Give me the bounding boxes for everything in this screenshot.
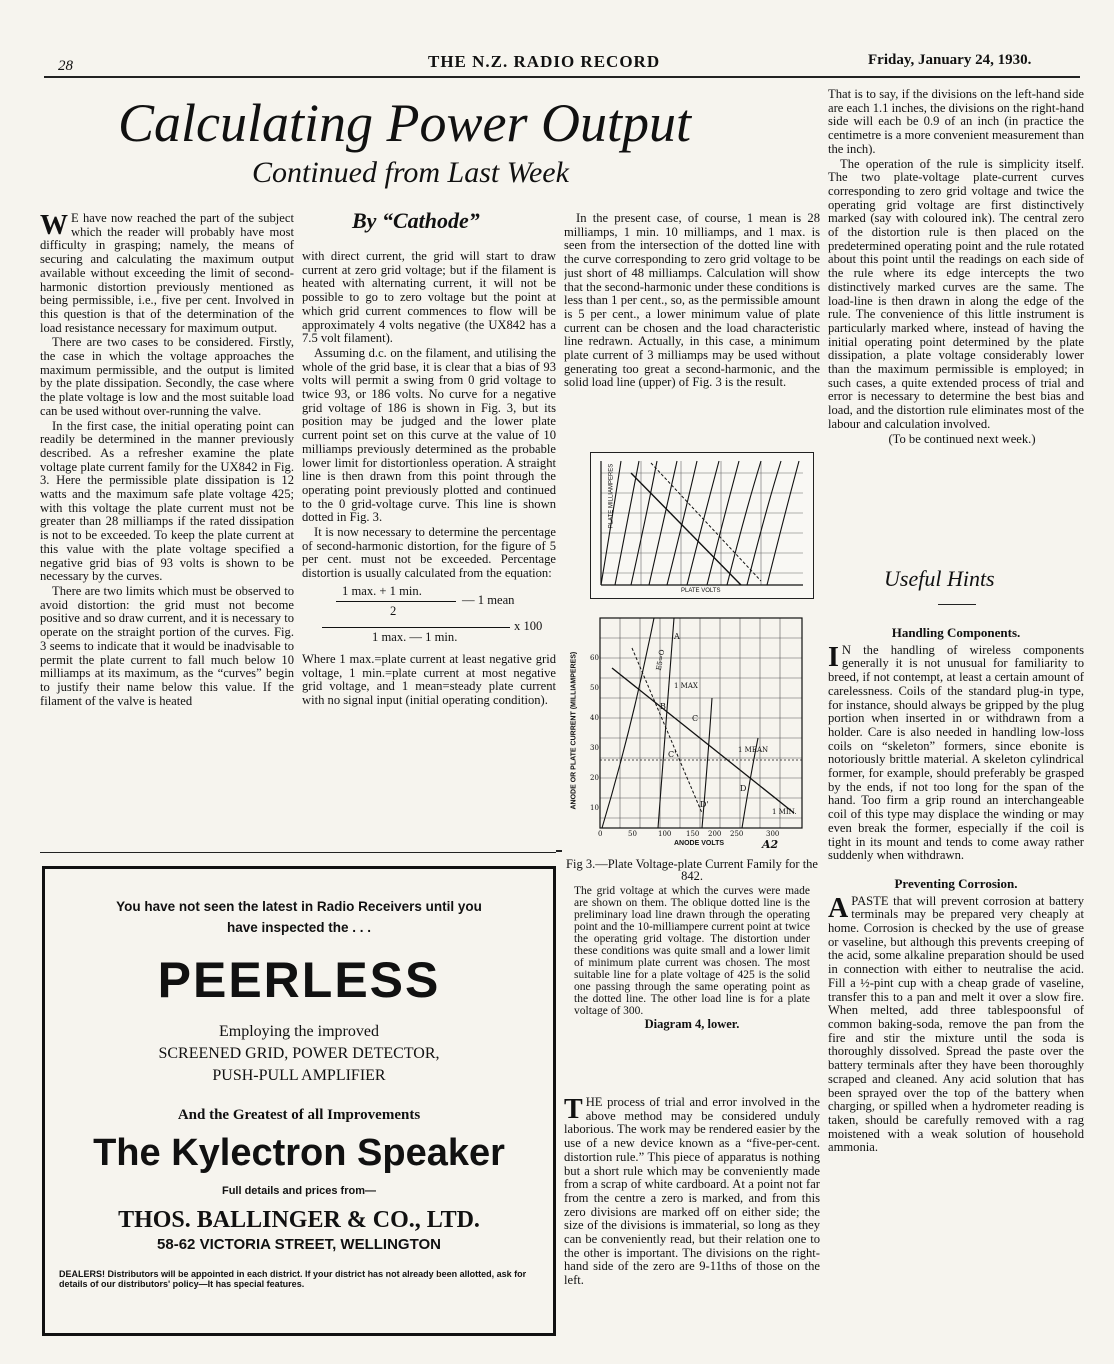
label-1-mean: 1 MEAN xyxy=(738,746,769,754)
point-label-c: C xyxy=(692,714,699,723)
y-tick-40: 40 xyxy=(590,714,599,722)
masthead-rule xyxy=(44,76,1080,78)
advert-top-rule xyxy=(40,852,556,853)
point-label-a: A xyxy=(674,632,680,641)
article-column-3-bottom: THE process of trial and error involved in the above method may be considered unduly laborious. The work may be rendered easier by the use of a new device known as a “five-per-cent. distortion rule.” This piece of apparatus is nothing but a short rule which may be conveniently made from a scrap of white cardboard. At a point not far from the centre a zero is marked, and from this zero divisions are marked off on either side; the size of the divisions is immaterial, so long as they can be conveniently read, but their relation one to the other is important. The divisions on the right-hand side of the zero are 9-11ths of those on the left. xyxy=(564,1096,820,1288)
x-tick-200: 200 xyxy=(708,830,722,838)
ad-details: Full details and prices from— xyxy=(221,1185,377,1197)
ad-features-1: SCREENED GRID, POWER DETECTOR, xyxy=(158,1045,440,1062)
chart-bottom-x-label: ANODE VOLTS xyxy=(674,840,725,847)
y-tick-50: 50 xyxy=(590,684,599,692)
figure-caption: Fig 3.—Plate Voltage-plate Current Family for the 842. xyxy=(566,857,818,883)
point-label-b: B xyxy=(660,702,666,711)
figure-caption-block xyxy=(564,858,820,1030)
figure-3-curves xyxy=(590,452,814,599)
curve-label-e5: E5=O xyxy=(654,648,667,672)
ad-greatest: And the Greatest of all Improvements xyxy=(177,1107,421,1123)
byline: By “Cathode” xyxy=(352,208,480,233)
article-column-3-top: In the present case, of course, 1 mean is 28 milliamps, 1 min. 10 milliamps, and 1 max. is seen from the intersection of the dotted line with the curve corresponding to zero grid voltage to be just short of 48 milliamps. Calculation will show that the second-harmonic under these conditions is less than 1 per cent., so, as the permissible amount is 5 per cent., a lower minimum value of plate current can be chosen and the load characteristic line redrawn. Actually, in this case, a minimum plate current of 3 milliamps may be used without generating too great a second-harmonic, and the solid load line (upper) of Fig. 3 is the result. xyxy=(564,212,820,390)
distortion-formula: 1 max. + 1 min. — 1 mean 2 x 100 1 max. — 1 min. xyxy=(302,585,556,649)
figure-description: The grid voltage at which the curves were made are shown on them. The oblique dotted line is the preliminary load line drawn through the operating point and the 10-milliampere current point at twice the operating grid voltage. The distortion under these conditions was quite small and a lower limit of minimum plate current was chosen. The most suitable line for a plate voltage of 425 is the solid one passing through the same operating point as the dotted line. The other load line is for a plate voltage of 300. xyxy=(574,885,810,1017)
diagram-4 xyxy=(562,608,820,853)
x-tick-300: 300 xyxy=(766,830,780,838)
chart-bottom-y-label: ANODE OR PLATE CURRENT (MILLIAMPERES) xyxy=(570,651,578,810)
article-title: Calculating Power Output xyxy=(118,93,691,153)
peerless-advert xyxy=(42,866,556,1336)
article-subtitle: Continued from Last Week xyxy=(252,156,569,189)
load-line-chart xyxy=(562,608,820,853)
y-tick-20: 20 xyxy=(590,774,599,782)
chart-top-y-label: PLATE MILLIAMPERES xyxy=(608,463,615,529)
ad-address: 58-62 VICTORIA STREET, WELLINGTON xyxy=(157,1236,441,1253)
hints-title: Useful Hints xyxy=(884,566,995,591)
y-tick-10: 10 xyxy=(590,804,599,812)
plate-curves-chart xyxy=(591,453,813,598)
section-preventing-corrosion: Preventing Corrosion. xyxy=(894,875,1018,891)
hints-column: Handling Components. I N the handling of wireless components generally it is not unusual for familiarity to breed, if not contempt, at least a certain amount of carelessness. Coils of the standard plug-in type, for instance, should always be gripped by the plug portion when inserted in or withdrawn from a holder. Care is also needed in handling low-loss coils on “skeleton” formers, since ebonite is notoriously brittle material. A skeleton cylindrical former, for example, should preferably be grasped by the ends, if not too long for the span of the hand. Too firm a grip round an interchangeable coil of this type may displace the winding or may even break the former, especially if the coil is tight in its mount and tends to come away rather suddenly when withdrawn. Preventing Corrosion. APASTE that will prevent corrosion at battery terminals may be prepared very cheaply at home. Corrosion is checked by the use of grease or vaseline, but although this prevents creeping of the acid, some alkaline preparation should be used in connection with either to neutralise the acid. Fill a ½-pint cup with a cheap grade of vaseline, transfer this to a pan and melt it over a slow fire. When melted, add three tablespoonsful of common baking-soda, remove the pan from the fire and stir the mixture until the soda is thoroughly dissolved. Spread the paste over the battery terminals after they have been thoroughly scraped and cleaned. Any acid solution that has been sprayed over the top of the battery when charging, or spilled when a hydrometer reading is taken, should be carefully removed with a rag moistened with a weak solution of household ammonia. xyxy=(828,625,1084,1155)
ad-speaker: The Kylectron Speaker xyxy=(93,1132,505,1174)
ad-dealers-note: DEALERS! Distributors will be appointed in each district. If your district has not already been allotted, ask for details of our distributors' policy—It has special features. xyxy=(59,1269,527,1289)
page-number: 28 xyxy=(58,58,73,74)
drop-cap-t: T xyxy=(564,1096,583,1125)
ad-features-2: PUSH-PULL AMPLIFIER xyxy=(212,1067,386,1084)
article-column-4: That is to say, if the divisions on the left-hand side are each 1.1 inches, the divisions on the right-hand side will each be 0.9 of an inch (in practice the centimetre is a more convenient measurement than the inch). The operation of the rule is simplicity itself. The two plate-voltage plate-current curves corresponding to zero grid voltage and twice the operating grid voltage are first distinctively marked (say with coloured ink). The central zero of the distortion rule is then placed on the predetermined operating point and the rule rotated about this point until the readings on each side of the rule where its edge intercepts the two distinctively marked curves are the same. The load-line is then drawn in along the edge of the rule. The convenience of this little instrument is particularly marked where, instead of having the initial operating point determined by the plate dissipation, a plate voltage considerably lower than the maximum permissible is employed; in such cases, a quite extended process of trial and error is necessary to determine the best bias and load, and the distortion rule eliminates most of the labour and calculation involved. (To be continued next week.) xyxy=(828,88,1084,446)
y-tick-60: 60 xyxy=(590,654,599,662)
drop-cap: W xyxy=(40,212,68,241)
ad-employing: Employing the improved xyxy=(219,1023,379,1040)
drop-cap-i: I xyxy=(828,641,839,673)
x-tick-0: 0 xyxy=(598,830,603,838)
point-label-d: D xyxy=(740,784,747,793)
article-column-1: W E have now reached the part of the subject which the reader will probably have most difficulty in grasping; namely, the means of securing and calculating the maximum output available without exceeding the limit of second-harmonic distortion previously mentioned as being permissible, i.e., five per cent. Involved in this question is that of the determination of the load resistance necessary for maximum output. There are two cases to be considered. Firstly, the case in which the voltage approaches the maximum permissible, and the output is limited by the plate dissipation. Secondly, the case where the plate voltage is low and the most suitable load can be used without over-running the valve. In the first case, the initial operating point can readily be determined in the manner previously described. As a refresher examine the plate voltage plate current family for the UX842 in Fig. 3. Here the permissible plate dissipation is 12 watts and the maximum safe plate voltage 425; with this voltage the plate current must not be greater than 28 milliamps if the rated dissipation is not to be exceeded. To keep the plate current at this value with the plate voltage specified a negative grid bias of 93 volts is shown to be necessary by the curves. There are two limits which must be observed to avoid distortion: the grid must not become positive and so draw current, and it is necessary to operate on the straight portion of the curves. Fig. 3 seems to indicate that it would be inadvisable to permit the plate current to fall much below 10 milliamps at its maximum, as the “curves” begin to justify their name below this value. If the filament of the valve is heated xyxy=(40,212,294,708)
chart-top-x-label: PLATE VOLTS xyxy=(681,588,721,594)
fig-tag: A2 xyxy=(762,838,779,851)
point-label-c-prime: C' xyxy=(668,750,677,759)
article-column-2: with direct current, the grid will start to draw current at zero grid voltage; but if the filament is heated with alternating current, it will not be possible to go to zero voltage but the point at which grid current commences to flow will be approximately 4 volts negative (the UX842 has a 7.5 volt filament). Assuming d.c. on the filament, and utilising the whole of the grid base, it is clear that a bias of 93 volts will permit a swing from 0 grid voltage to twice 93, or 186 volts. No curve for a negative grid voltage of 186 is shown in Fig. 3, but its position may be judged and the lower plate current point set on this curve at the value of 10 milliamps previously determined as the probable lower limit for distortionless operation. A straight line is then drawn from this point through the operating point previously plotted and continued to the 0 grid-voltage curve. This line is shown dotted in Fig. 3. It is now necessary to determine the percentage of second-harmonic distortion, for the figure of 5 per cent. must not be exceeded. Percentage distortion is usually calculated from the equation: 1 max. + 1 min. — 1 mean 2 x 100 1 max. — 1 min. Where 1 max.=plate current at least negative grid voltage, 1 min.=plate current at most negative grid voltage, and 1 mean=steady plate current with no signal input (initial operating condition). xyxy=(302,250,556,707)
ad-line-1: You have not seen the latest in Radio Receivers until you xyxy=(116,899,482,914)
x-tick-150: 150 xyxy=(686,830,700,838)
ad-brand: PEERLESS xyxy=(157,952,441,1008)
ad-line-2: have inspected the . . . xyxy=(226,920,372,935)
diagram-label: Diagram 4, lower. xyxy=(644,1017,740,1031)
publication-name: THE N.Z. RADIO RECORD xyxy=(428,52,661,71)
y-tick-30: 30 xyxy=(590,744,599,752)
label-1-min: 1 MIN. xyxy=(772,808,797,816)
drop-cap-a: A xyxy=(828,892,849,924)
continued-note: (To be continued next week.) xyxy=(888,431,1036,446)
x-tick-250: 250 xyxy=(730,830,744,838)
x-tick-100: 100 xyxy=(658,830,672,838)
label-1-max: 1 MAX xyxy=(674,682,698,690)
issue-date: Friday, January 24, 1930. xyxy=(868,52,1032,68)
x-tick-50: 50 xyxy=(628,830,637,838)
point-label-d-prime: D' xyxy=(700,800,709,809)
ad-company: THOS. BALLINGER & CO., LTD. xyxy=(118,1207,480,1233)
hints-rule xyxy=(938,604,976,605)
section-handling-components: Handling Components. xyxy=(891,625,1021,640)
